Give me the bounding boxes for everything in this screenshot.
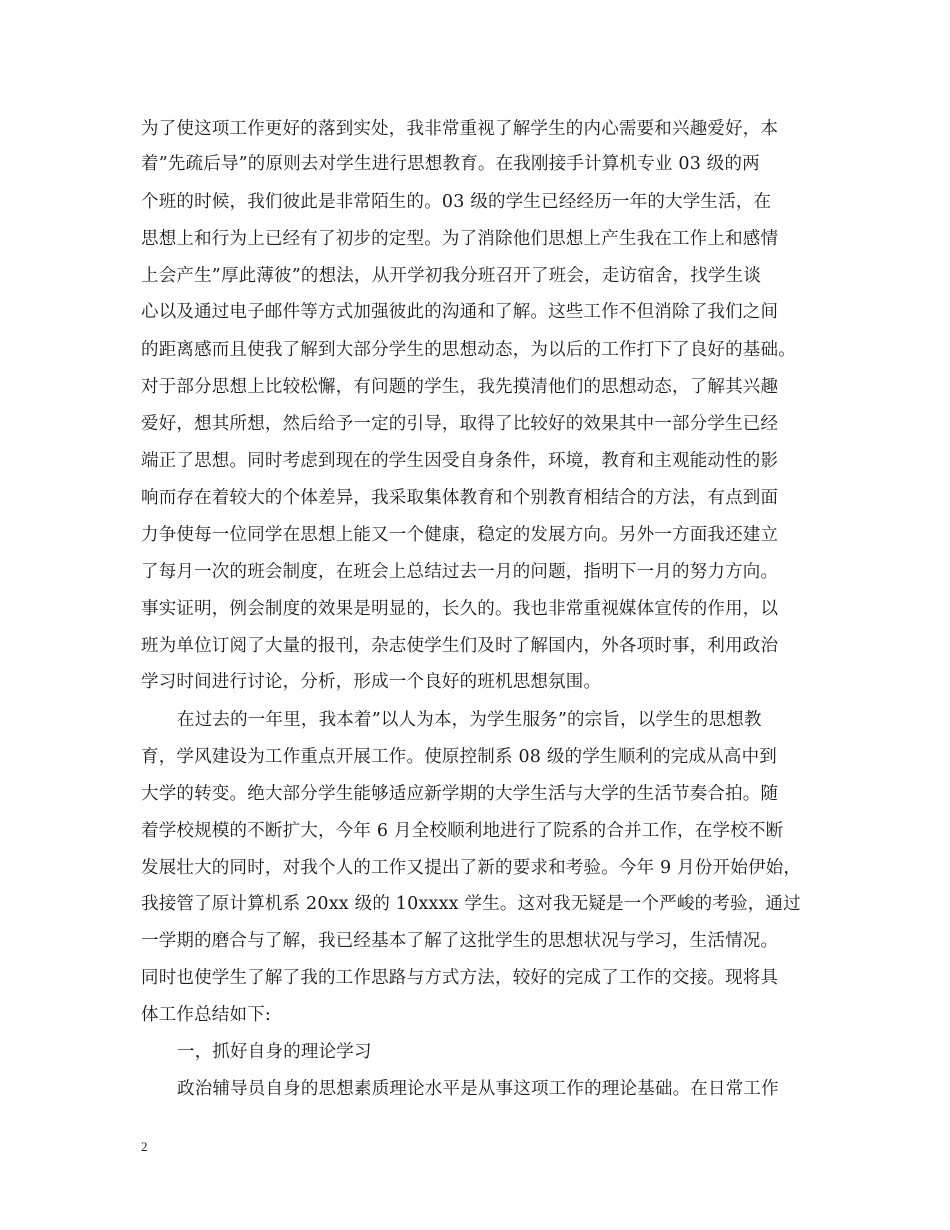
text-line: 个班的时候，我们彼此是非常陌生的。03 级的学生已经经历一年的大学生活，在	[141, 192, 772, 212]
text-line: 大学的转变。绝大部分学生能够适应新学期的大学生活与大学的生活节奏合拍。随	[141, 784, 779, 804]
text-line: 爱好，想其所想，然后给予一定的引导，取得了比较好的效果其中一部分学生已经	[141, 414, 779, 434]
text-line: 对于部分思想上比较松懈，有问题的学生，我先摸清他们的思想动态，了解其兴趣	[141, 377, 779, 397]
text-line: 端正了思想。同时考虑到现在的学生因受自身条件，环境，教育和主观能动性的影	[141, 451, 779, 471]
text-line: 了每月一次的班会制度，在班会上总结过去一月的问题，指明下一月的努力方向。	[141, 562, 779, 582]
text-line: 发展壮大的同时，对我个人的工作又提出了新的要求和考验。今年 9 月份开始伊始，	[141, 858, 802, 878]
text-line: 心以及通过电子邮件等方式加强彼此的沟通和了解。这些工作不但消除了我们之间	[141, 302, 779, 322]
text-line: 我接管了原计算机系 20xx 级的 10xxxx 学生。这对我无疑是一个严峻的考验，通过	[141, 894, 801, 914]
text-line: 学习时间进行讨论，分析，形成一个良好的班机思想氛围。	[141, 672, 602, 692]
section-heading: 一，抓好自身的理论学习	[177, 1042, 372, 1062]
paragraph-first-line: 政治辅导员自身的思想素质理论水平是从事这项工作的理论基础。在日常工作	[177, 1079, 779, 1099]
text-line: 一学期的磨合与了解，我已经基本了解了这批学生的思想状况与学习，生活情况。	[141, 931, 779, 951]
text-line: 力争使每一位同学在思想上能又一个健康，稳定的发展方向。另外一方面我还建立	[141, 525, 779, 545]
page-number: 2	[141, 1139, 148, 1154]
text-line: 着”先疏后导”的原则去对学生进行思想教育。在我刚接手计算机专业 03 级的两	[141, 154, 760, 174]
text-line: 体工作总结如下:	[141, 1005, 271, 1025]
text-line: 事实证明，例会制度的效果是明显的，长久的。我也非常重视媒体宣传的作用，以	[141, 599, 779, 619]
text-line: 为了使这项工作更好的落到实处，我非常重视了解学生的内心需要和兴趣爱好，本	[141, 119, 779, 139]
text-line: 思想上和行为上已经有了初步的定型。为了消除他们思想上产生我在工作上和感情	[141, 229, 779, 249]
paragraph-first-line: 在过去的一年里，我本着”以人为本，为学生服务”的宗旨，以学生的思想教	[177, 710, 762, 730]
text-line: 上会产生”厚此薄彼”的想法，从开学初我分班召开了班会，走访宿舍，找学生谈	[141, 266, 762, 286]
text-line: 育，学风建设为工作重点开展工作。使原控制系 08 级的学生顺利的完成从高中到	[141, 747, 777, 767]
text-line: 着学校规模的不断扩大，今年 6 月全校顺利地进行了院系的合并工作，在学校不断	[141, 821, 784, 841]
text-line: 的距离感而且使我了解到大部分学生的思想动态，为以后的工作打下了良好的基础。	[141, 340, 796, 360]
text-line: 班为单位订阅了大量的报刊，杂志使学生们及时了解国内，外各项时事，利用政治	[141, 636, 779, 656]
text-line: 同时也使学生了解了我的工作思路与方式方法，较好的完成了工作的交接。现将具	[141, 968, 779, 988]
text-line: 响而存在着较大的个体差异，我采取集体教育和个别教育相结合的方法，有点到面	[141, 488, 779, 508]
